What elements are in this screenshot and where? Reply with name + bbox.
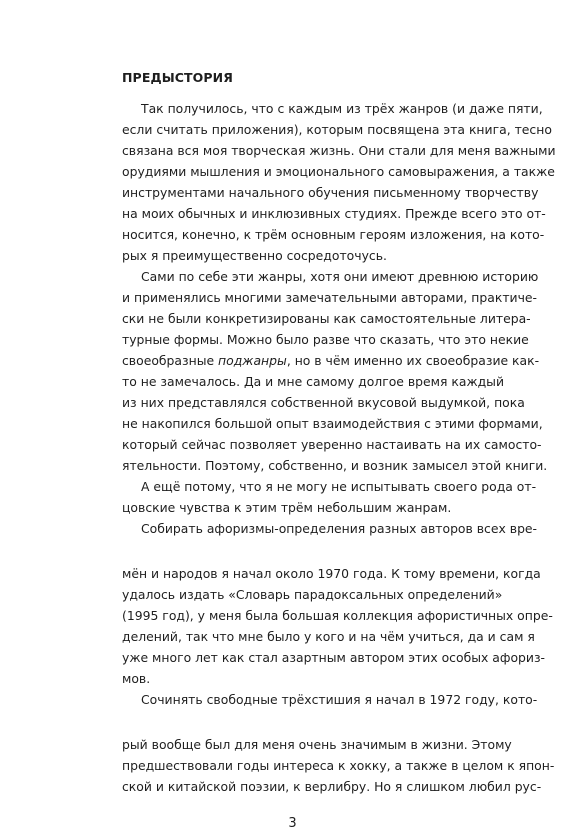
text-fragment: своеобразные: [122, 353, 219, 368]
text-line: не накопился большой опыт взаимодействия с этими формами,: [122, 416, 543, 431]
text-line: Собирать афоризмы-определения разных авторов всех вре-: [141, 521, 538, 536]
text-line: мов.: [122, 671, 151, 686]
text-line: А ещё потому, что я не могу не испытывать своего рода от-: [141, 479, 537, 494]
text-line: инструментами начального обучения письменному творчеству: [122, 185, 539, 200]
text-line: который сейчас позволяет уверенно настаивать на их самосто-: [122, 437, 542, 452]
page-number: 3: [288, 816, 297, 831]
text-line: турные формы. Можно было разве что сказать, что это некие: [122, 332, 529, 347]
text-line: ской и китайской поэзии, к верлибру. Но я слишком любил рус-: [122, 779, 542, 794]
text-line-with-italic: [122, 351, 540, 371]
section-heading: ПРЕДЫСТОРИЯ: [122, 70, 233, 85]
text-line: ятельности. Поэтому, собственно, и возник замысел этой книги.: [122, 458, 548, 473]
text-line: удалось издать «Словарь парадоксальных определений»: [122, 587, 503, 602]
text-line: рый вообще был для меня очень значимым в жизни. Этому: [122, 737, 512, 752]
text-line: предшествовали годы интереса к хокку, а также в целом к япон-: [122, 758, 555, 773]
text-line: рых я преимущественно сосредоточусь.: [122, 248, 387, 263]
text-line: Так получилось, что с каждым из трёх жанров (и даже пяти,: [141, 101, 543, 116]
text-line: делений, так что мне было у кого и на чём учиться, да и сам я: [122, 629, 535, 644]
italic-term: поджанры: [218, 353, 287, 368]
text-line: и применялись многими замечательными авторами, практиче-: [122, 290, 538, 305]
text-line: (1995 год), у меня была большая коллекция афористичных опре-: [122, 608, 553, 623]
text-line: ски не были конкретизированы как самостоятельные литера-: [122, 311, 531, 326]
text-line: связана вся моя творческая жизнь. Они стали для меня важными: [122, 143, 556, 158]
text-line: из них представлялся собственной вкусовой выдумкой, пока: [122, 395, 525, 410]
text-line: уже много лет как стал азартным автором этих особых афориз-: [122, 650, 546, 665]
text-line: Сами по себе эти жанры, хотя они имеют древнюю историю: [141, 269, 539, 284]
text-line: то не замечалось. Да и мне самому долгое время каждый: [122, 374, 505, 389]
text-line: на моих обычных и инклюзивных студиях. Прежде всего это от-: [122, 206, 546, 221]
text-fragment: , но в чём именно их своеобразие как-: [286, 353, 540, 368]
page-number-container: [0, 814, 571, 834]
text-line: орудиями мышления и эмоционального самовыражения, а также: [122, 164, 555, 179]
text-line: носится, конечно, к трём основным героям изложения, на кото-: [122, 227, 545, 242]
text-line: мён и народов я начал около 1970 года. К тому времени, когда: [122, 566, 541, 581]
text-line: цовские чувства к этим трём небольшим жанрам.: [122, 500, 452, 515]
text-line: Сочинять свободные трёхстишия я начал в 1972 году, кото-: [141, 692, 538, 707]
text-line: если считать приложения), которым посвящена эта книга, тесно: [122, 122, 552, 137]
